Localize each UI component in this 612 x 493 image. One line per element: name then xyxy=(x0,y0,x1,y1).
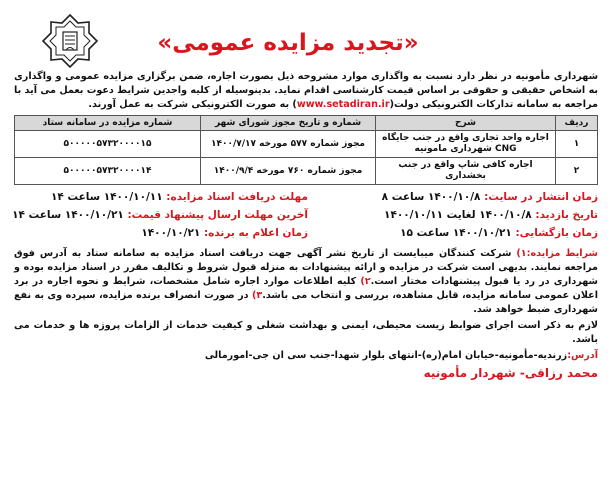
condition-number: ۳) xyxy=(252,290,263,301)
intro-text: شهرداری مأمونیه در نظر دارد نسبت به واگذاری موارد مشروحه ذیل بصورت اجاره، ضمن برگزاری مزایده عمومی و واگذاری به اشخاص حقیقی و حقوقی بر اساس قیمت کارشناسی اقدام نماید. بدینوسیله از کلیه واجدین شرایط دعوت بعمل می آید با مراجعه به سامانه تدارکات الکترونیکی دولت( xyxy=(14,71,598,110)
winner-date-label: زمان اعلام به برنده: xyxy=(203,227,308,239)
address-line xyxy=(14,349,598,363)
docs-deadline xyxy=(51,191,308,203)
table-header-row xyxy=(15,116,598,131)
opening-date-label: زمان بازگشایی: xyxy=(515,227,598,239)
publish-date xyxy=(382,191,598,203)
publish-date-value: ۱۴۰۰/۱۰/۸ ساعت ۸ xyxy=(381,191,481,203)
submit-deadline-value: ۱۴۰۰/۱۰/۲۱ ساعت ۱۴ xyxy=(12,209,124,221)
col-header-desc: شرح xyxy=(376,116,556,131)
row-permit: مجوز شماره ۷۶۰ مورخه ۱۴۰۰/۹/۴ xyxy=(201,158,376,185)
row-code: ۵۰۰۰۰۰۵۷۳۲۰۰۰۰۱۵ xyxy=(15,131,201,158)
condition-text: شرکت کنندگان میبایست از تاریخ نشر آگهی جهت دریافت اسناد مزایده به سامانه ستاد به آدرس فوق مراجعه نمایند. بدیهی است شرکت در مزایده و ارائه پیشنهادات به منزله قبول شروط و تکالیف مقرر در اسناد مزایده بوده و شهرداری در رد یا قبول پیشنهادات مختار است. xyxy=(14,248,598,287)
condition-text: کلیه اطلاعات موارد اجاره شامل مشخصات، شرایط و نحوه اجاره در برد اعلان عمومی سامانه مزایده، قابل مشاهده، بررسی و انتخاب می باشد. xyxy=(14,276,598,301)
table-row xyxy=(15,131,598,158)
setadiran-link[interactable]: www.setadiran.ir xyxy=(296,99,390,110)
opening-date-value: ۱۴۰۰/۱۰/۲۱ ساعت ۱۵ xyxy=(400,227,512,239)
row-desc-line: اجاره واحد تجاری واقع در جنب جایگاه xyxy=(382,133,549,143)
submit-deadline xyxy=(12,209,308,221)
docs-deadline-value: ۱۴۰۰/۱۰/۱۱ ساعت ۱۴ xyxy=(50,191,163,203)
publish-date-label: زمان انتشار در سایت: xyxy=(484,191,598,203)
address-label: آدرس: xyxy=(567,350,598,361)
row-desc xyxy=(376,131,556,158)
condition-number: ۲) xyxy=(360,276,371,287)
header xyxy=(14,10,598,68)
opening-date xyxy=(400,227,598,239)
row-desc xyxy=(376,158,556,185)
intro-paragraph xyxy=(14,70,598,112)
row-num: ۱ xyxy=(556,131,598,158)
row-desc-line: اجاره کافی شاپ واقع در جنب بخشداری xyxy=(398,160,533,181)
address-text: زرندیه-مأمونیه-خیابان امام(ره)-انتهای بلوار شهدا-جنب سی ان جی-امورمالی xyxy=(204,350,568,361)
schedule-block xyxy=(14,189,598,265)
notice-title: «تجدید مزایده عمومی» xyxy=(157,30,419,56)
municipality-logo-icon xyxy=(34,12,106,74)
visit-date-value: ۱۴۰۰/۱۰/۸ لغایت ۱۴۰۰/۱۰/۱۱ xyxy=(384,209,532,221)
conditions-label: شرایط مزایده: xyxy=(526,248,598,259)
visit-date xyxy=(384,209,598,221)
signature: محمد رزاقی- شهردار مأمونیه xyxy=(423,366,598,380)
col-header-num: ردیف xyxy=(556,116,598,131)
intro-text-end: ) به صورت الکترونیکی شرکت به عمل آورند. xyxy=(88,99,297,110)
docs-deadline-label: مهلت دریافت اسناد مزایده: xyxy=(166,191,308,203)
row-num: ۲ xyxy=(556,158,598,185)
table-row xyxy=(15,158,598,185)
winner-date xyxy=(141,227,308,239)
visit-date-label: تاریخ بازدید: xyxy=(535,209,598,221)
row-permit: مجوز شماره ۵۷۷ مورخه ۱۴۰۰/۷/۱۷ xyxy=(201,131,376,158)
environment-note: لازم به ذکر است اجرای ضوابط زیست محیطی، ایمنی و بهداشت شغلی و کیفیت خدمات از الزامات پروژه ها و خدمات می باشد. xyxy=(14,320,598,345)
condition-text: در صورت انصراف برنده مزایده، سپرده وی به نفع شهرداری ضبط خواهد شد. xyxy=(14,290,598,315)
col-header-code: شماره مزایده در سامانه ستاد xyxy=(15,116,201,131)
row-code: ۵۰۰۰۰۰۵۷۳۲۰۰۰۰۱۴ xyxy=(15,158,201,185)
lease-items-table xyxy=(14,115,598,185)
col-header-permit: شماره و تاریخ مجوز شورای شهر xyxy=(201,116,376,131)
winner-date-value: ۱۴۰۰/۱۰/۲۱ xyxy=(141,227,201,239)
condition-number: ۱) xyxy=(516,248,527,259)
submit-deadline-label: آخرین مهلت ارسال پیشنهاد قیمت: xyxy=(127,209,308,221)
row-desc-line: CNG شهرداری مامونیه xyxy=(414,144,517,154)
